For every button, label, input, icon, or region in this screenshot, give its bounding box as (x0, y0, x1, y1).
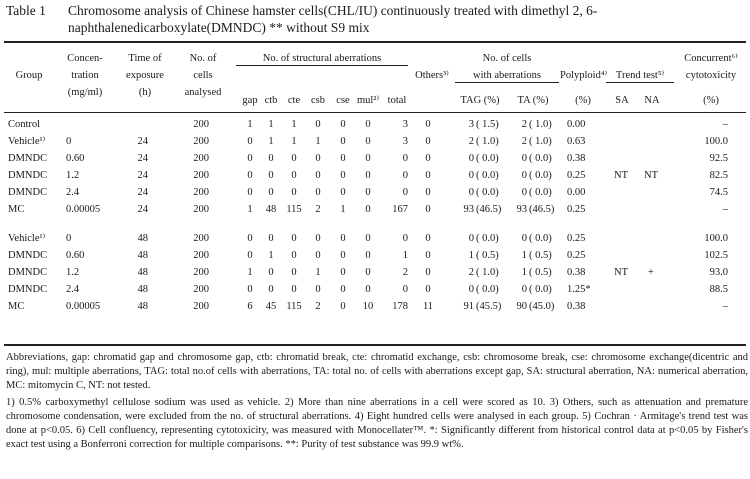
cell-total: 0 (402, 187, 408, 198)
cell-conc: 0 (66, 233, 72, 244)
cell-conc: 1.2 (66, 170, 80, 181)
cell-time: 24 (137, 170, 148, 181)
cell-gap: 0 (247, 250, 253, 261)
cell-tap: ( 0.5) (529, 250, 552, 261)
cell-cse: 0 (340, 250, 346, 261)
cell-ta: 2 (521, 136, 527, 147)
hdr-time-2: exposure (126, 70, 164, 81)
cell-tag: 2 (468, 267, 474, 278)
cell-others: 0 (425, 233, 431, 244)
cell-mul: 0 (365, 136, 371, 147)
cell-gap: 0 (247, 136, 253, 147)
cell-cells: 200 (193, 187, 209, 198)
cell-tagp: ( 0.5) (476, 250, 499, 261)
cell-ctb: 1 (268, 136, 274, 147)
cell-ctb: 48 (265, 204, 277, 215)
cell-total: 3 (402, 136, 408, 147)
cell-csb: 2 (315, 204, 321, 215)
cell-tap: ( 0.0) (529, 187, 552, 198)
cell-conc: 0.00005 (66, 204, 101, 215)
cell-tagp: ( 0.0) (476, 170, 499, 181)
cell-gap: 1 (247, 204, 253, 215)
cell-csb: 1 (315, 267, 321, 278)
cell-mul: 0 (365, 187, 371, 198)
hdr-poly-1: Polyploid⁴⁾ (560, 70, 608, 81)
cell-others: 0 (425, 187, 431, 198)
cell-time: 24 (137, 136, 148, 147)
cell-cte: 0 (291, 250, 297, 261)
cell-total: 1 (402, 250, 408, 261)
cell-csb: 2 (315, 301, 321, 312)
cell-others: 0 (425, 284, 431, 295)
cell-cse: 0 (340, 187, 346, 198)
cell-conc: 2.4 (66, 187, 80, 198)
cell-ta: 90 (516, 301, 527, 312)
cell-cells: 200 (193, 136, 209, 147)
cell-ta: 0 (521, 233, 527, 244)
hdr-total: total (387, 95, 407, 106)
table-notes (6, 351, 748, 455)
cell-cyto: 100.0 (704, 233, 728, 244)
cell-poly: 0.38 (567, 267, 586, 278)
cell-tap: ( 0.5) (529, 267, 552, 278)
cell-others: 11 (422, 301, 434, 312)
cell-cyto: – (722, 301, 728, 312)
cell-gap: 0 (247, 187, 253, 198)
cell-total: 0 (402, 153, 408, 164)
cell-cyto: 100.0 (704, 136, 728, 147)
cell-cse: 1 (340, 204, 346, 215)
cell-time: 24 (137, 153, 148, 164)
cell-na: NT (644, 170, 658, 181)
cell-ta: 0 (521, 284, 527, 295)
cell-gap: 0 (247, 284, 253, 295)
cell-tag: 0 (468, 170, 474, 181)
cell-tagp: (45.5) (476, 301, 502, 312)
hdr-struct-title: No. of structural aberrations (262, 53, 382, 64)
cell-cyto: – (722, 204, 728, 215)
cell-ctb: 1 (268, 119, 274, 130)
cell-mul: 0 (365, 153, 371, 164)
cell-na: + (648, 267, 654, 278)
cell-total: 178 (392, 301, 408, 312)
cell-cells: 200 (193, 204, 209, 215)
cell-ctb: 0 (268, 267, 274, 278)
cell-poly: 0.25 (567, 170, 586, 181)
cell-poly: 0.25 (567, 250, 586, 261)
cell-cse: 0 (340, 267, 346, 278)
hdr-cells-1: No. of (189, 53, 217, 64)
cell-others: 0 (425, 170, 431, 181)
cell-cells: 200 (193, 119, 209, 130)
cell-gap: 6 (247, 301, 253, 312)
bottom-rule (4, 344, 746, 346)
cell-cte: 0 (291, 233, 297, 244)
hdr-ta: TA (%) (517, 95, 549, 106)
hdr-cse: cse (336, 95, 350, 106)
cell-ctb: 45 (265, 301, 277, 312)
cell-cells: 200 (193, 153, 209, 164)
hdr-group: Group (15, 70, 43, 81)
cell-ta: 0 (521, 170, 527, 181)
cell-cyto: 74.5 (709, 187, 728, 198)
hdr-others: Others³⁾ (415, 70, 449, 81)
cell-cells: 200 (193, 284, 209, 295)
cell-tagp: ( 0.0) (476, 153, 499, 164)
cell-cte: 0 (291, 170, 297, 181)
cell-group: Vehicle¹⁾ (8, 233, 46, 244)
cell-poly: 0.38 (567, 301, 586, 312)
hdr-na: NA (644, 95, 660, 106)
cell-tagp: ( 0.0) (476, 284, 499, 295)
cell-ta: 0 (521, 153, 527, 164)
cell-group: DMNDC (8, 187, 48, 198)
cell-tag: 0 (468, 233, 474, 244)
cell-gap: 1 (247, 119, 253, 130)
cell-tag: 0 (468, 284, 474, 295)
cell-group: Control (8, 119, 41, 130)
cell-group: MC (8, 204, 25, 215)
cell-tap: ( 0.0) (529, 233, 552, 244)
cell-cyto: 88.5 (709, 284, 728, 295)
cell-total: 167 (392, 204, 408, 215)
abbreviations-note: Abbreviations, gap: chromatid gap and chromosome gap, ctb: chromatid break, cte: chromatid exchange, csb: chromosome break, cse: chromosome exchange(dicentric and ring), mul: multiple aberrations, TAG: total no.of cells with aberrations, TA: total no. of cells with aberrations except gap, SA: structural aberration, NA: numerical aberration, MC: mitomycin C, NT: not tested. (6, 352, 748, 391)
cell-csb: 0 (315, 119, 321, 130)
cell-gap: 0 (247, 153, 253, 164)
cell-tap: (45.0) (529, 301, 555, 312)
cell-conc: 0.60 (66, 153, 85, 164)
cell-cte: 1 (291, 136, 297, 147)
cell-sa: NT (614, 267, 628, 278)
cell-cse: 0 (340, 153, 346, 164)
hdr-cells-3: analysed (184, 87, 222, 98)
hdr-conc-2: tration (71, 70, 99, 81)
cell-tap: ( 1.0) (529, 119, 552, 130)
cell-total: 0 (402, 233, 408, 244)
cell-others: 0 (425, 204, 431, 215)
hdr-conc-1: Concen- (67, 53, 103, 64)
cell-time: 24 (137, 204, 148, 215)
cell-cse: 0 (340, 301, 346, 312)
cell-group: DMNDC (8, 250, 48, 261)
cell-total: 2 (402, 267, 408, 278)
cell-group: DMNDC (8, 170, 48, 181)
cell-group: MC (8, 301, 25, 312)
cell-time: 48 (137, 250, 148, 261)
cell-cyto: 93.0 (709, 267, 728, 278)
cell-total: 3 (402, 119, 408, 130)
cell-tap: ( 0.0) (529, 153, 552, 164)
cell-tag: 0 (468, 153, 474, 164)
cell-conc: 2.4 (66, 284, 80, 295)
cell-group: DMNDC (8, 284, 48, 295)
cell-ctb: 0 (268, 187, 274, 198)
cell-cte: 1 (291, 119, 297, 130)
cell-cte: 0 (291, 153, 297, 164)
cell-cells: 200 (193, 250, 209, 261)
footnotes: 1) 0.5% carboxymethyl cellulose sodium was used as vehicle. 2) More than nine aberrations in a cell were scored as 10. 3) Others, such as attenuation and premature chromosome condensation, were excluded from the no. of structural aberrations. 4) Eight hundred cells were analysed in each group. 5) Cochran · Armitage's trend test was done at p<0.05. 6) Cell confluency, representing cytotoxicity, was measured with Monocellater™. *: Significantly different from historical control data at p<0.05 by Fisher's exact test using a Bonferroni correction for multiple comparisons. **: Purity of test substance was 99.9 wt%. (6, 397, 748, 450)
cell-tag: 91 (463, 301, 474, 312)
table-label: Table 1 (6, 3, 46, 18)
cell-poly: 0.25 (567, 233, 586, 244)
cell-cse: 0 (340, 170, 346, 181)
cell-mul: 0 (365, 119, 371, 130)
cell-cte: 0 (291, 267, 297, 278)
cell-others: 0 (425, 136, 431, 147)
hdr-trend-title: Trend test⁵⁾ (615, 70, 665, 81)
cell-conc: 0.60 (66, 250, 85, 261)
cell-cyto: – (722, 119, 728, 130)
cell-cyto: 82.5 (709, 170, 728, 181)
cell-group: Vehicle¹⁾ (8, 136, 46, 147)
cell-csb: 1 (315, 136, 321, 147)
cell-cyto: 92.5 (709, 153, 728, 164)
cell-cells: 200 (193, 233, 209, 244)
cell-group: DMNDC (8, 153, 48, 164)
table-title: Chromosome analysis of Chinese hamster cells(CHL/IU) continuously treated with dimethyl 2, 6-naphthalenedicarboxylate(DMNDC) ** without S9 mix (68, 3, 598, 35)
cell-tap: ( 1.0) (529, 136, 552, 147)
cell-others: 0 (425, 153, 431, 164)
cell-ta: 0 (521, 187, 527, 198)
cell-mul: 0 (365, 204, 371, 215)
hdr-cells-2: cells (193, 70, 213, 81)
cell-csb: 0 (315, 170, 321, 181)
cell-others: 0 (425, 119, 431, 130)
cell-ta: 2 (521, 119, 527, 130)
cell-csb: 0 (315, 187, 321, 198)
top-rule (4, 41, 746, 43)
cell-mul: 0 (365, 250, 371, 261)
cell-tagp: ( 1.5) (476, 119, 499, 130)
cell-cyto: 102.5 (704, 250, 728, 261)
cell-time: 48 (137, 284, 148, 295)
cell-conc: 1.2 (66, 267, 80, 278)
cell-cte: 115 (286, 204, 302, 215)
cell-tap: ( 0.0) (529, 170, 552, 181)
cell-mul: 0 (365, 284, 371, 295)
cell-poly: 0.38 (567, 153, 586, 164)
hdr-poly-2: (%) (575, 95, 591, 106)
cell-tag: 0 (468, 187, 474, 198)
cell-ta: 93 (516, 204, 527, 215)
hdr-with-2: with aberrations (473, 70, 541, 81)
cell-ta: 1 (521, 267, 527, 278)
cell-conc: 0.00005 (66, 301, 101, 312)
hdr-mul: mul²⁾ (356, 95, 380, 106)
cell-ctb: 0 (268, 233, 274, 244)
hdr-cte: cte (287, 95, 301, 106)
cell-mul: 0 (365, 233, 371, 244)
cell-ta: 1 (521, 250, 527, 261)
cell-others: 0 (425, 250, 431, 261)
cell-mul: 0 (365, 170, 371, 181)
cell-time: 48 (137, 301, 148, 312)
cell-total: 0 (402, 284, 408, 295)
hdr-cyto-1: Concurrent⁶⁾ (684, 53, 738, 64)
cell-csb: 0 (315, 250, 321, 261)
hdr-gap: gap (242, 95, 258, 106)
cell-csb: 0 (315, 233, 321, 244)
cell-ctb: 0 (268, 284, 274, 295)
cell-cse: 0 (340, 284, 346, 295)
cell-gap: 1 (247, 267, 253, 278)
cell-others: 0 (425, 267, 431, 278)
cell-gap: 0 (247, 233, 253, 244)
cell-group: DMNDC (8, 267, 48, 278)
cell-csb: 0 (315, 153, 321, 164)
cell-poly: 1.25* (567, 284, 591, 295)
cell-tagp: ( 1.0) (476, 267, 499, 278)
hdr-with-1: No. of cells (482, 53, 532, 64)
cell-cte: 0 (291, 187, 297, 198)
cell-tap: ( 0.0) (529, 284, 552, 295)
hdr-cyto-3: (%) (703, 95, 719, 106)
cell-poly: 0.63 (567, 136, 586, 147)
cell-ctb: 0 (268, 153, 274, 164)
cell-total: 0 (402, 170, 408, 181)
cell-cells: 200 (193, 267, 209, 278)
cell-mul: 0 (365, 267, 371, 278)
cell-tagp: (46.5) (476, 204, 502, 215)
cell-tagp: ( 0.0) (476, 187, 499, 198)
cell-cte: 0 (291, 284, 297, 295)
cell-tag: 2 (468, 136, 474, 147)
cell-mul: 10 (362, 301, 374, 312)
cell-ctb: 1 (268, 250, 274, 261)
hdr-csb: csb (311, 95, 325, 106)
cell-ctb: 0 (268, 170, 274, 181)
cell-cse: 0 (340, 119, 346, 130)
cell-poly: 0.00 (567, 119, 586, 130)
header-rule (4, 112, 746, 113)
cell-poly: 0.00 (567, 187, 586, 198)
cell-tag: 93 (463, 204, 474, 215)
cell-conc: 0 (66, 136, 72, 147)
cell-cse: 0 (340, 136, 346, 147)
hdr-sa: SA (615, 95, 629, 106)
hdr-cyto-2: cytotoxicity (685, 70, 737, 81)
cell-cells: 200 (193, 301, 209, 312)
cell-time: 48 (137, 267, 148, 278)
cell-cte: 115 (286, 301, 302, 312)
cell-cse: 0 (340, 233, 346, 244)
hdr-conc-3: (mg/ml) (67, 87, 103, 98)
hdr-time-3: (h) (138, 87, 152, 98)
hdr-tag: TAG (%) (460, 95, 500, 106)
cell-tag: 3 (468, 119, 474, 130)
cell-tag: 1 (468, 250, 474, 261)
cell-gap: 0 (247, 170, 253, 181)
cell-sa: NT (614, 170, 628, 181)
cell-poly: 0.25 (567, 204, 586, 215)
cell-tagp: ( 1.0) (476, 136, 499, 147)
cell-tap: (46.5) (529, 204, 555, 215)
cell-time: 48 (137, 233, 148, 244)
cell-time: 24 (137, 187, 148, 198)
hdr-ctb: ctb (264, 95, 278, 106)
cell-csb: 0 (315, 284, 321, 295)
cell-cells: 200 (193, 170, 209, 181)
hdr-time-1: Time of (128, 53, 162, 64)
cell-tagp: ( 0.0) (476, 233, 499, 244)
